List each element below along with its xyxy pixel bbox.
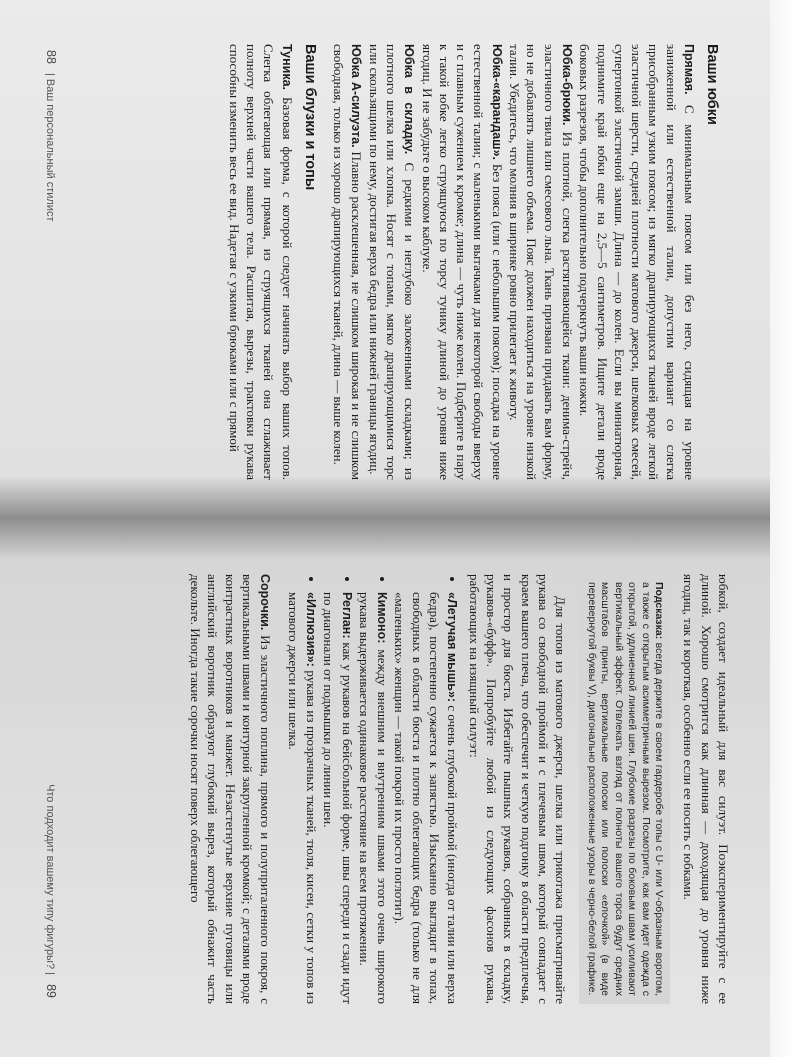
heading-tops: Ваши блузки и топы xyxy=(301,44,318,191)
term-kimono: Кимоно: xyxy=(375,592,390,644)
heading-skirts: Ваши юбки xyxy=(704,44,720,125)
text-a-line: Плавно расклешенная, не слишком широкая и не слишком свободная, только из хорошо драпирующихся тканей, длина — выше колен. xyxy=(331,44,365,481)
paragraph-tunic-continued: юбкой, создает идеальный для вас силуэт. Поэкспериментируйте с ее длиной. Хорошо смотрится как длинная — доходящая до уровня ниже ягодиц, так и короткая, особенно если ее носить с юбками. xyxy=(681,574,731,1004)
footer-separator xyxy=(45,74,55,75)
paragraph-pleated-skirt xyxy=(365,44,418,480)
text-tunic: Базовая форма, с которой следует начинать выбор ваших топов. Слегка облегающая или прямая, из струящихся тканей она сглаживает полноту верхней части вашего тела. Расшитая, вырезы, трактовки рукава способны изменить весь ее вид. Надетая с узкими брюками или с прямой xyxy=(226,44,295,480)
text-shirts: Из эластичного поплина, прямого и полуприталенного покроя, с вертикальными швами и контурной закругленной кромкой; с деталями вроде контрастных воротников и манжет. Незастегнутые верхние пуговицы или английский воротник образуют глубокий вырез, который обнажит часть декольте. Иногда такие сорочки носят поверх облегающего xyxy=(188,574,274,1004)
term-straight: Прямая. xyxy=(682,44,696,95)
text-pleated: С редкими и неглубоко заложенными складками; из плотного шелка или хлопка. Носят с топами, мягко драпирующимися торс или скользящими по нему, достигая верха бедра или нижней границы ягодиц. xyxy=(366,44,418,480)
text-tip: всегда держите в своем гардеробе топы с U- или V-образным воротом, а также с открытым асимметричным вырезом. Посмотрите, как вам идет одежда с открытой, удлиненной линией шеи. Глубокие разрезы по боковым швам усиливают вертикальный эффект. Отвлекать взгляд от полноты вашего торса будут средних масштабов принты, вертикальные полоски или полоски «елочкой» (в виде перевернутой буквы V), диагонально расположенные узоры в черно-белой графике. xyxy=(585,582,666,996)
paragraph-straight-skirt xyxy=(576,44,698,480)
list-item xyxy=(320,592,356,1004)
list-item xyxy=(356,592,392,1004)
paragraph-tunic xyxy=(226,44,296,480)
footer-chapter-title: Что подходит вашему типу фигуры? xyxy=(44,784,56,970)
text-batwing: с очень глубокой проймой (иногда от талии или верха бедра), постепенно сужается к запястью. Изысканно выглядит в топах, свободных в области бюста и плотно облегающих бедра (только не для «маленьких» женщин — такой покрой их просто поглотит). xyxy=(392,592,461,1004)
term-tunic: Туника. xyxy=(279,44,294,91)
term-a-line: Юбка А-силуэта. xyxy=(349,44,364,148)
footer-89 xyxy=(44,784,58,1004)
tip-box xyxy=(579,574,670,1004)
text-skirt-trousers: Из плотной, слегка растягивающейся ткани: денима-стрейч, эластичного твила или смесового льна. Ткань призвана придавать вам форму, но не добавлять лишнего объема. Пояс должен находиться на уровне низкой талии. Убедитесь, что молния в ширинке ровно прилегает к животу. xyxy=(507,44,575,480)
term-pleated: Юбка в складку. xyxy=(402,44,417,155)
paragraph-skirt-trousers xyxy=(506,44,576,480)
text-straight: С минимальным поясом или без него, сидящая на уровне заниженной или естественной талии, допустим вариант со слегка присобранным узким поясом; из мягко драпирующихся тканей вроде легкой эластичной шерсти, средней плотности матового джерси, шелковых смесей, супертонкой эластичной замши. Длина — до колен. Если вы миниатюрная, поднимите край юбки еще на 2,5—5 сантиметров. Ищите детали вроде боковых разрезов, чтобы дополнительно подчеркнуть ваши ножки. xyxy=(577,44,697,480)
list-item xyxy=(391,592,461,1004)
list-item xyxy=(284,592,320,1004)
page-88 xyxy=(30,0,778,520)
page-number-88: 88 xyxy=(44,50,58,64)
term-pencil: Юбка-«карандаш». xyxy=(489,44,504,161)
footer-book-title: Ваш персональный стилист xyxy=(44,78,56,222)
sleeve-list xyxy=(284,574,461,1004)
paragraph-pencil-skirt xyxy=(418,44,505,480)
paragraph-shirts xyxy=(187,574,274,1004)
term-batwing: «Летучая мышь»: xyxy=(445,592,460,703)
text-pencil: Без пояса (или с небольшим поясом); посадка на уровне естественной талии; с маленькими вытачками для некоторой свободы вверху и с плавным сужением к кромке; длина — чуть ниже колен. Подберите в пару к такой юбке легко струящуюся по торсу тунику длиной до уровня ниже ягодиц. И не забудьте о высоком каблуке. xyxy=(419,44,505,480)
term-raglan: Реглан: xyxy=(339,592,354,639)
footer-separator xyxy=(45,973,55,974)
text-illusion: рукава из прозрачных тканей, тюля, кисеи, сетки у топов из матового джерси или шелка. xyxy=(285,592,319,1004)
term-shirts: Сорочки. xyxy=(258,574,273,631)
term-tip: Подсказка: xyxy=(653,582,666,640)
term-illusion: «Иллюзия»: xyxy=(303,592,318,667)
footer-88 xyxy=(44,44,58,221)
paragraph-a-line-skirt xyxy=(330,44,366,480)
text-kimono: между внешним и внутренним швами этого очень широкого рукава выдерживается одинаковое расстояние на всем протяжении. xyxy=(356,592,391,1004)
page-number-89: 89 xyxy=(44,984,58,998)
page-89 xyxy=(30,520,770,1040)
text-raglan: как у рукавов на бейсбольной форме, швы спереди и сзади идут по диагонали от подмышки до линии шеи. xyxy=(321,592,355,1004)
paragraph-sleeves: Для топов из матового джерси, шелка или трикотажа присматривайте рукава со свободной проймой и с плечевым швом, который совпадает с краем вашего плеча, что обеспечит и четкую подгонку в области предплечья, и простор для бюста. Избегайте пышных рукавов, собранных в складку, рукавов-«буфф». Попробуйте любой из следующих фасонов рукава, работающих на изящный силуэт: xyxy=(466,574,569,1004)
term-skirt-trousers: Юбка-брюки. xyxy=(559,44,574,126)
